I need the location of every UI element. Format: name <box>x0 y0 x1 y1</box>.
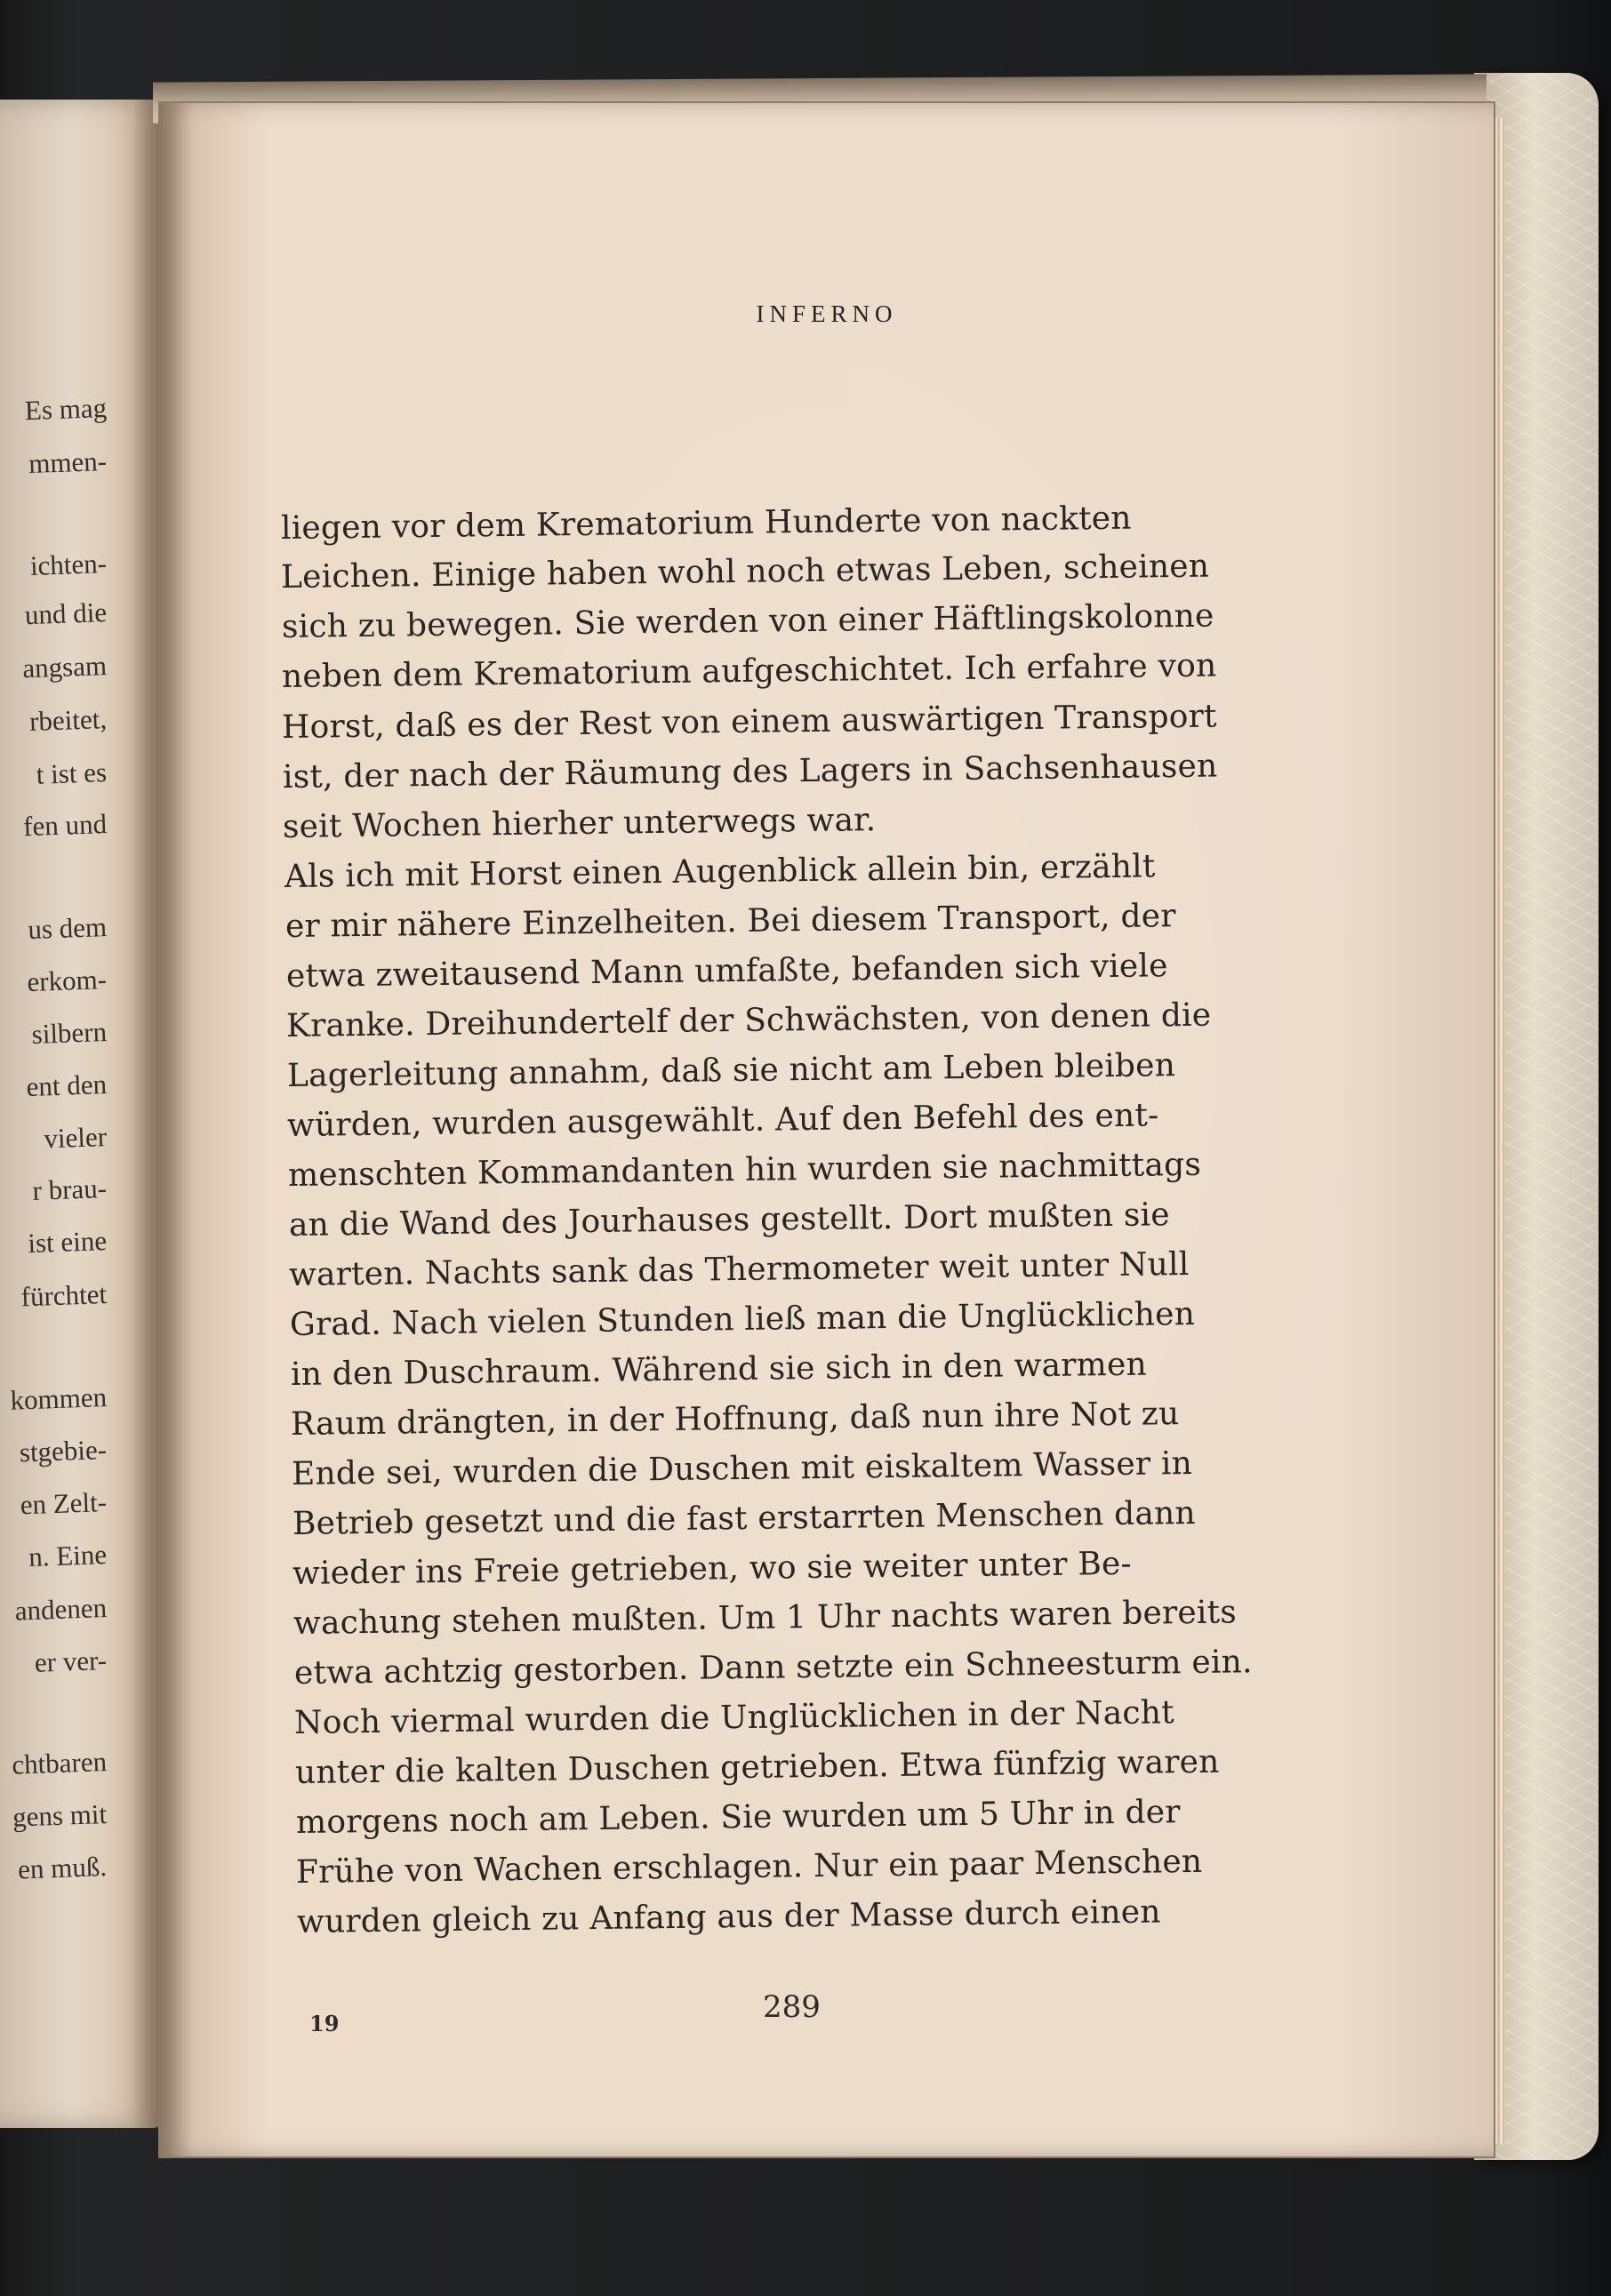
body-line: unter die kalten Duschen getrieben. Etwa fünfzig waren <box>294 1743 1220 1791</box>
left-page-line: t ist es <box>36 756 108 790</box>
body-line: er mir nähere Einzelheiten. Bei diesem Transport, der <box>285 898 1176 945</box>
body-line: ist, der nach der Räumung des Lagers in Sachsenhausen <box>282 748 1218 796</box>
left-page-line: und die <box>24 596 108 631</box>
body-line: seit Wochen hierher unterwegs war. <box>282 802 877 845</box>
left-page-line: n. Eine <box>28 1539 108 1573</box>
left-page-line: en Zelt- <box>20 1486 108 1521</box>
body-line: wachung stehen mußten. Um 1 Uhr nachts waren bereits <box>293 1594 1238 1642</box>
left-page-line: us dem <box>27 911 108 946</box>
body-line: menschten Kommandanten hin wurden sie nachmittags <box>287 1146 1202 1194</box>
left-page-line: gens mit <box>12 1798 108 1833</box>
body-line: warten. Nachts sank das Thermometer weit unter Null <box>288 1245 1190 1293</box>
body-line: liegen vor dem Krematorium Hunderte von nackten <box>280 500 1132 547</box>
body-line: wieder ins Freie getrieben, wo sie weiter unter Be- <box>292 1545 1133 1592</box>
body-line: Horst, daß es der Rest von einem auswärtigen Transport <box>281 698 1217 746</box>
body-line: würden, wurden ausgewählt. Auf den Befehl des ent- <box>286 1097 1159 1144</box>
left-page-line: ent den <box>26 1068 108 1103</box>
left-page-line: angsam <box>21 650 108 684</box>
left-page-line: vieler <box>43 1121 108 1155</box>
left-page-line: kommen <box>9 1381 108 1416</box>
left-page-line: silbern <box>31 1016 108 1050</box>
signature-mark: 19 <box>309 2011 340 2036</box>
body-line: an die Wand des Jourhauses gestellt. Dort mußten sie <box>288 1196 1170 1244</box>
body-line: in den Duschraum. Während sie sich in den warmen <box>290 1346 1148 1393</box>
right-page <box>160 103 1494 2156</box>
left-page-line: andenen <box>14 1592 108 1627</box>
left-page-line: ichten- <box>29 548 108 581</box>
body-line: etwa achtzig gestorben. Dann setzte ein Schneesturm ein. <box>293 1644 1253 1692</box>
body-line: Ende sei, wurden die Duschen mit eiskaltem Wasser in <box>291 1444 1193 1492</box>
left-page-line: mmen- <box>28 445 108 480</box>
body-line: sich zu bewegen. Sie werden von einer Häftlingskolonne <box>281 597 1214 645</box>
left-page-line: er ver- <box>34 1644 108 1678</box>
body-line: Noch viermal wurden die Unglücklichen in der Nacht <box>293 1694 1175 1741</box>
left-page-line: chtbaren <box>11 1746 108 1780</box>
left-page-line: Es mag <box>24 392 108 427</box>
body-line: Betrieb gesetzt und die fast erstarrten Menschen dann <box>292 1494 1197 1542</box>
left-page-line: stgebie- <box>19 1434 108 1468</box>
left-page-line: r brau- <box>31 1172 108 1206</box>
left-page-line: en muß. <box>17 1851 108 1885</box>
body-line: etwa zweitausend Mann umfaßte, befanden sich viele <box>285 948 1168 995</box>
body-line: neben dem Krematorium aufgeschichtet. Ich erfahre von <box>281 647 1217 695</box>
body-line: Leichen. Einige haben wohl noch etwas Leben, scheinen <box>280 548 1210 596</box>
body-line: Frühe von Wachen erschlagen. Nur ein paar Menschen <box>295 1843 1203 1891</box>
body-line: morgens noch am Leben. Sie wurden um 5 Uhr in der <box>295 1794 1181 1841</box>
body-line: Grad. Nach vielen Stunden ließ man die Unglücklichen <box>289 1295 1196 1343</box>
running-head: INFERNO <box>756 300 898 327</box>
left-page-line: fen und <box>22 808 108 843</box>
body-line: Kranke. Dreihundertelf der Schwächsten, von denen die <box>285 996 1212 1044</box>
left-page-fragment <box>0 100 162 2128</box>
page-number: 289 <box>763 1989 821 2025</box>
left-page-line: rbeitet, <box>28 703 108 738</box>
left-page-line: erkom- <box>26 964 108 998</box>
body-line: Als ich mit Horst einen Augenblick allein bin, erzählt <box>284 848 1156 895</box>
body-line: Lagerleitung annahm, daß sie nicht am Leben bleiben <box>286 1047 1176 1094</box>
left-page-line: fürchtet <box>20 1278 108 1313</box>
left-page-line: ist eine <box>27 1225 108 1260</box>
body-line: wurden gleich zu Anfang aus der Masse durch einen <box>296 1893 1161 1940</box>
body-line: Raum drängten, in der Hoffnung, daß nun ihre Not zu <box>290 1396 1180 1443</box>
